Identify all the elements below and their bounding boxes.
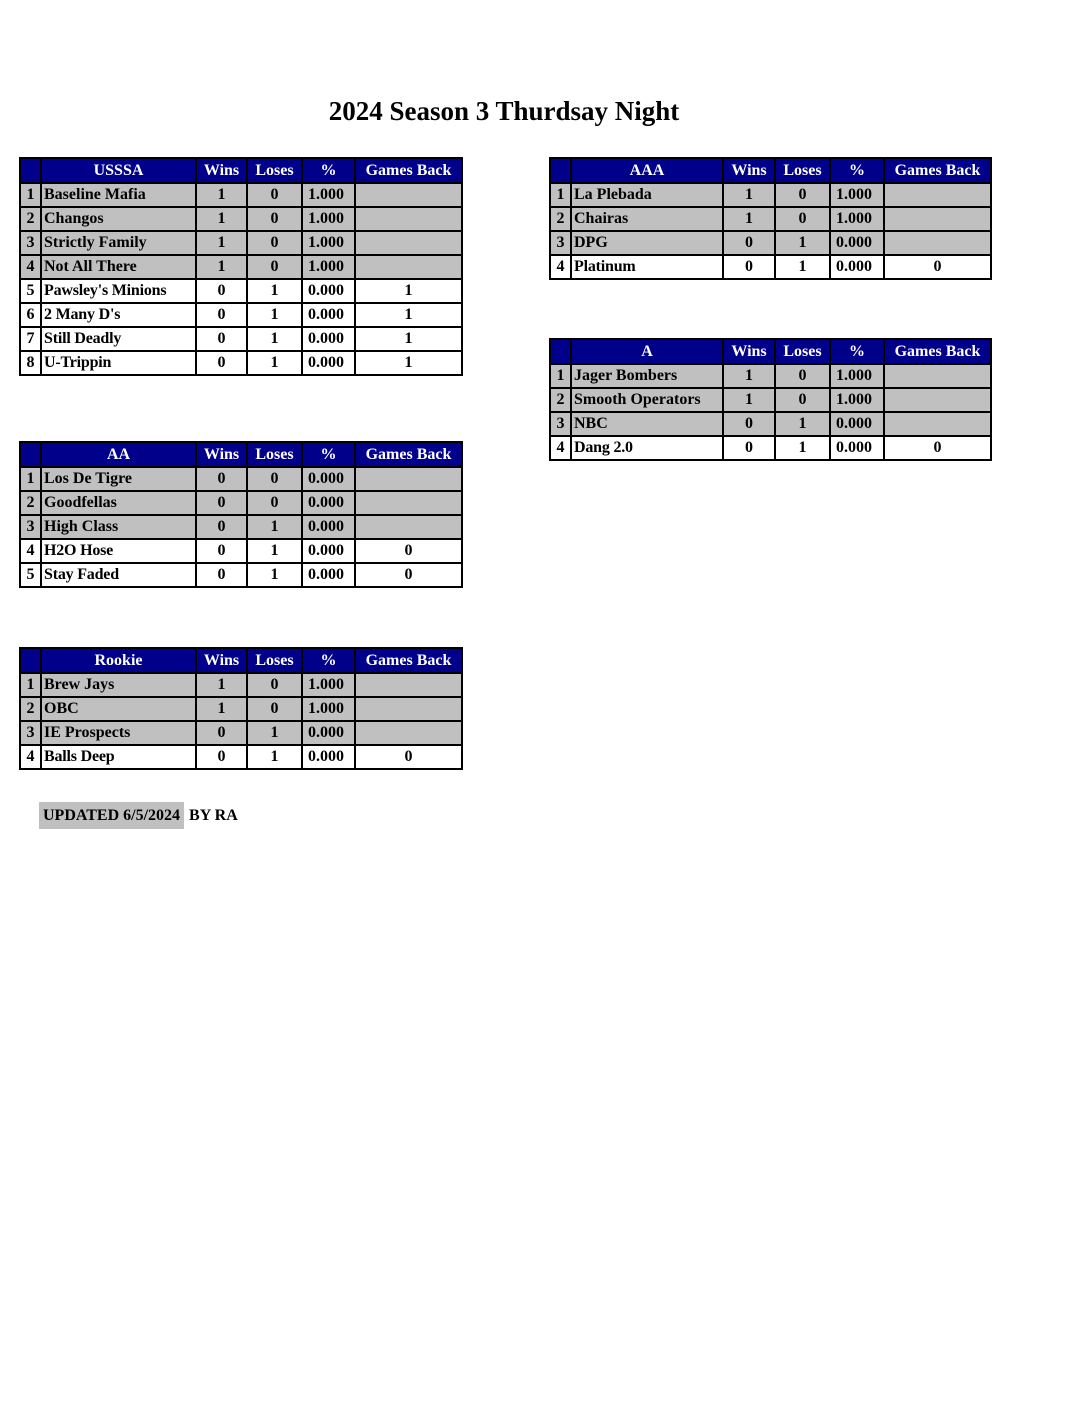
games-back-cell: 1 (355, 327, 462, 351)
games-back-cell: 0 (355, 539, 462, 563)
table-row (20, 231, 462, 255)
table-row (550, 412, 991, 436)
standings-table-aa (19, 441, 463, 588)
header-pct: % (302, 158, 355, 183)
games-back-cell (355, 231, 462, 255)
pct-cell: 1.000 (302, 673, 355, 697)
rank-cell: 2 (20, 697, 41, 721)
games-back-cell: 1 (355, 351, 462, 375)
pct-cell: 1.000 (302, 697, 355, 721)
team-cell: U-Trippin (41, 351, 196, 375)
team-cell: OBC (41, 697, 196, 721)
wins-cell: 0 (196, 351, 247, 375)
rank-cell: 1 (550, 183, 571, 207)
table-row (550, 183, 991, 207)
wins-cell: 1 (723, 364, 775, 388)
table-row (20, 515, 462, 539)
header-division: A (571, 339, 723, 364)
loses-cell: 1 (247, 351, 302, 375)
loses-cell: 1 (775, 436, 830, 460)
rank-cell: 2 (550, 207, 571, 231)
pct-cell: 0.000 (302, 327, 355, 351)
table-row (20, 279, 462, 303)
rank-cell: 1 (20, 673, 41, 697)
header-wins: Wins (196, 158, 247, 183)
header-rank-blank (550, 339, 571, 364)
wins-cell: 1 (196, 697, 247, 721)
table-row (20, 467, 462, 491)
games-back-cell: 0 (884, 255, 991, 279)
pct-cell: 0.000 (302, 303, 355, 327)
games-back-cell (355, 515, 462, 539)
header-pct: % (830, 158, 884, 183)
loses-cell: 0 (247, 673, 302, 697)
wins-cell: 0 (196, 327, 247, 351)
rank-cell: 6 (20, 303, 41, 327)
pct-cell: 0.000 (830, 231, 884, 255)
team-cell: La Plebada (571, 183, 723, 207)
wins-cell: 1 (196, 673, 247, 697)
pct-cell: 0.000 (302, 467, 355, 491)
team-cell: H2O Hose (41, 539, 196, 563)
table-row (20, 745, 462, 769)
pct-cell: 0.000 (302, 721, 355, 745)
standings-table-usssa (19, 157, 463, 376)
loses-cell: 0 (775, 388, 830, 412)
wins-cell: 0 (723, 231, 775, 255)
header-games-back: Games Back (884, 339, 991, 364)
pct-cell: 1.000 (302, 207, 355, 231)
table-row (20, 207, 462, 231)
team-cell: Pawsley's Minions (41, 279, 196, 303)
header-division: AA (41, 442, 196, 467)
team-cell: Chairas (571, 207, 723, 231)
team-cell: Stay Faded (41, 563, 196, 587)
team-cell: Los De Tigre (41, 467, 196, 491)
team-cell: Balls Deep (41, 745, 196, 769)
header-wins: Wins (723, 339, 775, 364)
header-division: USSSA (41, 158, 196, 183)
team-cell: Still Deadly (41, 327, 196, 351)
games-back-cell (884, 388, 991, 412)
team-cell: Smooth Operators (571, 388, 723, 412)
games-back-cell (884, 364, 991, 388)
rank-cell: 1 (20, 467, 41, 491)
loses-cell: 0 (247, 491, 302, 515)
rank-cell: 5 (20, 563, 41, 587)
header-loses: Loses (247, 158, 302, 183)
table-row (550, 207, 991, 231)
games-back-cell (355, 673, 462, 697)
wins-cell: 0 (196, 303, 247, 327)
loses-cell: 0 (775, 364, 830, 388)
team-cell: NBC (571, 412, 723, 436)
table-row (550, 436, 991, 460)
games-back-cell (884, 231, 991, 255)
wins-cell: 0 (723, 412, 775, 436)
games-back-cell: 0 (355, 745, 462, 769)
header-loses: Loses (775, 158, 830, 183)
team-cell: Jager Bombers (571, 364, 723, 388)
header-wins: Wins (196, 442, 247, 467)
updated-by: BY RA (189, 807, 238, 824)
rank-cell: 2 (20, 491, 41, 515)
wins-cell: 1 (196, 255, 247, 279)
rank-cell: 4 (550, 436, 571, 460)
rank-cell: 3 (20, 231, 41, 255)
loses-cell: 1 (247, 327, 302, 351)
loses-cell: 1 (247, 303, 302, 327)
standings-table-aaa (549, 157, 992, 280)
loses-cell: 1 (775, 255, 830, 279)
games-back-cell: 1 (355, 279, 462, 303)
table-row (20, 721, 462, 745)
pct-cell: 0.000 (302, 351, 355, 375)
loses-cell: 1 (247, 563, 302, 587)
wins-cell: 1 (196, 183, 247, 207)
table-row (20, 539, 462, 563)
standings-table-a (549, 338, 992, 461)
rank-cell: 7 (20, 327, 41, 351)
loses-cell: 0 (247, 255, 302, 279)
loses-cell: 0 (247, 467, 302, 491)
wins-cell: 0 (196, 745, 247, 769)
header-loses: Loses (247, 442, 302, 467)
wins-cell: 0 (196, 721, 247, 745)
loses-cell: 0 (247, 231, 302, 255)
header-rank-blank (20, 442, 41, 467)
pct-cell: 0.000 (830, 436, 884, 460)
team-cell: High Class (41, 515, 196, 539)
rank-cell: 4 (20, 539, 41, 563)
pct-cell: 0.000 (302, 745, 355, 769)
loses-cell: 0 (775, 207, 830, 231)
header-games-back: Games Back (884, 158, 991, 183)
pct-cell: 1.000 (830, 388, 884, 412)
header-division: AAA (571, 158, 723, 183)
games-back-cell (884, 183, 991, 207)
team-cell: Baseline Mafia (41, 183, 196, 207)
table-row (20, 255, 462, 279)
table-row (20, 327, 462, 351)
header-games-back: Games Back (355, 648, 462, 673)
header-loses: Loses (775, 339, 830, 364)
loses-cell: 1 (247, 721, 302, 745)
rank-cell: 3 (550, 412, 571, 436)
pct-cell: 1.000 (302, 183, 355, 207)
wins-cell: 1 (196, 231, 247, 255)
table-row (20, 351, 462, 375)
header-games-back: Games Back (355, 442, 462, 467)
header-wins: Wins (723, 158, 775, 183)
pct-cell: 0.000 (302, 515, 355, 539)
pct-cell: 0.000 (302, 563, 355, 587)
header-games-back: Games Back (355, 158, 462, 183)
loses-cell: 1 (247, 279, 302, 303)
loses-cell: 1 (247, 745, 302, 769)
pct-cell: 1.000 (830, 364, 884, 388)
wins-cell: 1 (196, 207, 247, 231)
table-row (550, 388, 991, 412)
wins-cell: 0 (196, 515, 247, 539)
table-row (20, 697, 462, 721)
header-rank-blank (20, 158, 41, 183)
rank-cell: 1 (20, 183, 41, 207)
loses-cell: 0 (247, 697, 302, 721)
loses-cell: 0 (247, 183, 302, 207)
loses-cell: 1 (247, 515, 302, 539)
games-back-cell (884, 412, 991, 436)
pct-cell: 0.000 (302, 539, 355, 563)
wins-cell: 1 (723, 207, 775, 231)
table-row (20, 303, 462, 327)
updated-note (39, 802, 238, 829)
table-row (550, 231, 991, 255)
header-division: Rookie (41, 648, 196, 673)
wins-cell: 0 (196, 279, 247, 303)
updated-date: UPDATED 6/5/2024 (39, 802, 184, 829)
games-back-cell (355, 467, 462, 491)
team-cell: Changos (41, 207, 196, 231)
team-cell: IE Prospects (41, 721, 196, 745)
loses-cell: 0 (775, 183, 830, 207)
header-pct: % (830, 339, 884, 364)
table-row (20, 673, 462, 697)
team-cell: Dang 2.0 (571, 436, 723, 460)
games-back-cell: 0 (355, 563, 462, 587)
wins-cell: 1 (723, 388, 775, 412)
rank-cell: 3 (20, 721, 41, 745)
rank-cell: 8 (20, 351, 41, 375)
team-cell: Not All There (41, 255, 196, 279)
team-cell: Goodfellas (41, 491, 196, 515)
loses-cell: 1 (775, 231, 830, 255)
header-loses: Loses (247, 648, 302, 673)
header-rank-blank (20, 648, 41, 673)
standings-table-rookie (19, 647, 463, 770)
games-back-cell: 1 (355, 303, 462, 327)
pct-cell: 0.000 (830, 412, 884, 436)
rank-cell: 3 (20, 515, 41, 539)
table-row (550, 364, 991, 388)
page-title: 2024 Season 3 Thurdsay Night (328, 96, 680, 126)
pct-cell: 1.000 (830, 207, 884, 231)
rank-cell: 3 (550, 231, 571, 255)
loses-cell: 0 (247, 207, 302, 231)
header-pct: % (302, 442, 355, 467)
games-back-cell (355, 697, 462, 721)
team-cell: Platinum (571, 255, 723, 279)
games-back-cell (355, 721, 462, 745)
pct-cell: 0.000 (830, 255, 884, 279)
pct-cell: 0.000 (302, 491, 355, 515)
games-back-cell (355, 183, 462, 207)
loses-cell: 1 (247, 539, 302, 563)
rank-cell: 4 (20, 745, 41, 769)
team-cell: Brew Jays (41, 673, 196, 697)
wins-cell: 0 (723, 255, 775, 279)
pct-cell: 1.000 (302, 231, 355, 255)
games-back-cell (355, 491, 462, 515)
wins-cell: 0 (196, 491, 247, 515)
pct-cell: 1.000 (302, 255, 355, 279)
header-wins: Wins (196, 648, 247, 673)
pct-cell: 0.000 (302, 279, 355, 303)
rank-cell: 2 (20, 207, 41, 231)
wins-cell: 0 (196, 467, 247, 491)
rank-cell: 5 (20, 279, 41, 303)
rank-cell: 2 (550, 388, 571, 412)
team-cell: DPG (571, 231, 723, 255)
rank-cell: 4 (550, 255, 571, 279)
games-back-cell (355, 255, 462, 279)
games-back-cell (355, 207, 462, 231)
wins-cell: 0 (196, 563, 247, 587)
rank-cell: 4 (20, 255, 41, 279)
table-row (20, 183, 462, 207)
rank-cell: 1 (550, 364, 571, 388)
header-rank-blank (550, 158, 571, 183)
table-row (20, 563, 462, 587)
games-back-cell: 0 (884, 436, 991, 460)
header-pct: % (302, 648, 355, 673)
team-cell: 2 Many D's (41, 303, 196, 327)
loses-cell: 1 (775, 412, 830, 436)
wins-cell: 0 (723, 436, 775, 460)
pct-cell: 1.000 (830, 183, 884, 207)
wins-cell: 0 (196, 539, 247, 563)
wins-cell: 1 (723, 183, 775, 207)
table-row (550, 255, 991, 279)
games-back-cell (884, 207, 991, 231)
team-cell: Strictly Family (41, 231, 196, 255)
table-row (20, 491, 462, 515)
